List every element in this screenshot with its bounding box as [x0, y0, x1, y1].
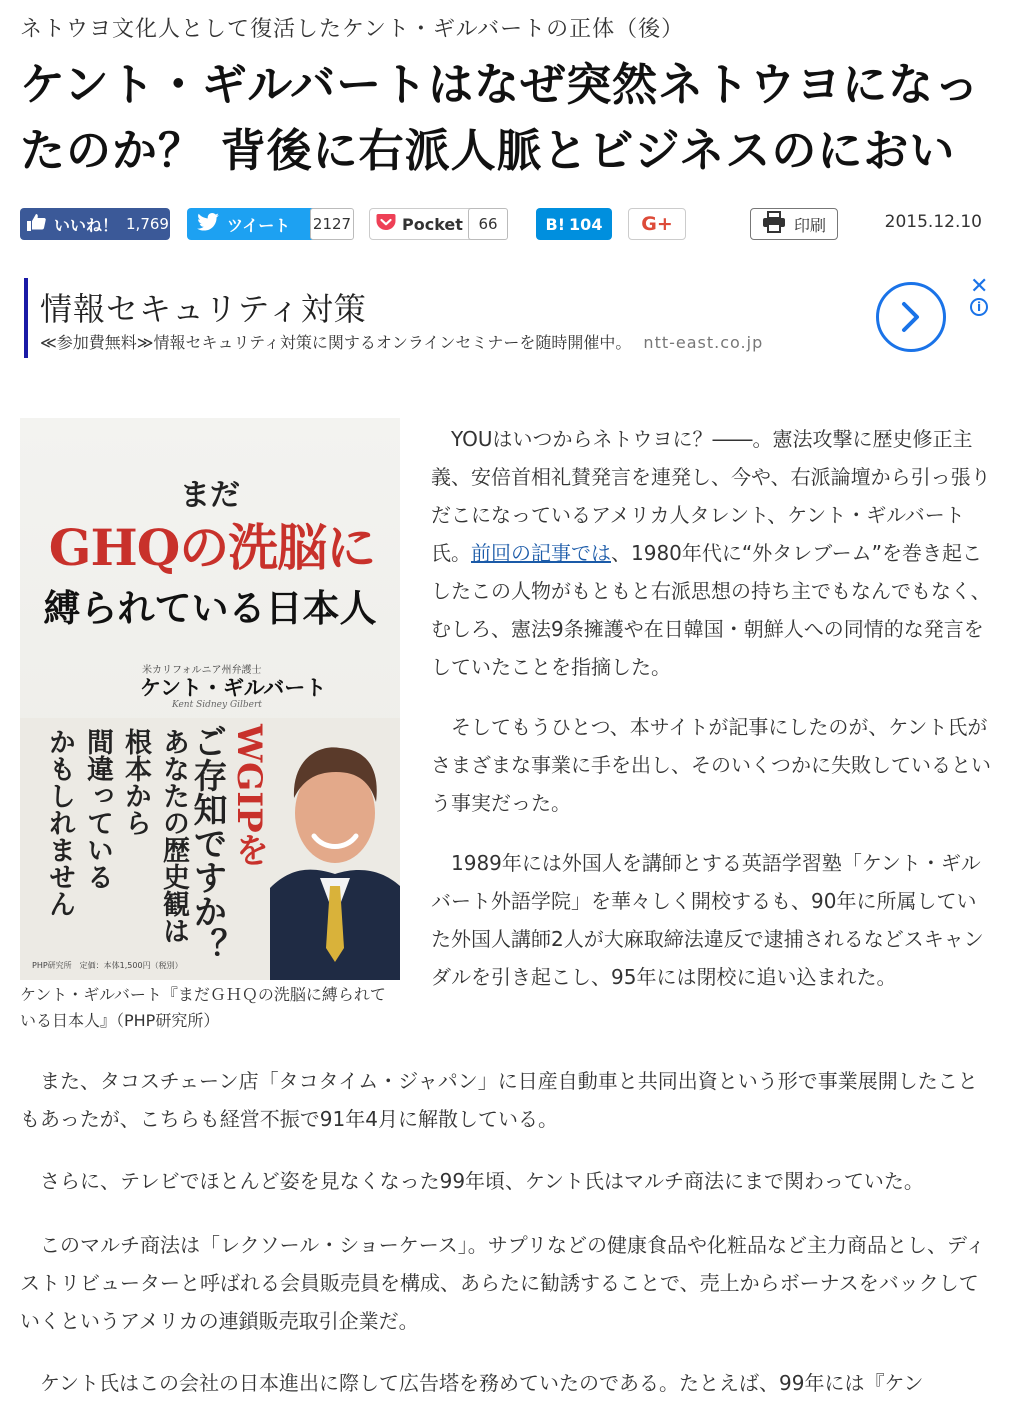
pocket-count: 66 [468, 208, 508, 240]
book-title-line2: 縛られている日本人 [43, 586, 377, 630]
print-label: 印刷 [793, 215, 826, 235]
body-paragraph-full [20, 1226, 990, 1340]
book-author: ケント・ギルバート [140, 675, 327, 700]
hatena-bookmark-icon: B! [545, 214, 566, 234]
book-caption: ケント・ギルバート『まだＧＨＱの洗脳に縛られている日本人』（PHP研究所） [20, 985, 386, 1030]
book-vertical-copy-right [187, 724, 270, 964]
previous-article-link[interactable]: 前回の記事では [471, 541, 611, 565]
body-paragraph-full [20, 1062, 990, 1138]
body-paragraph-full [20, 1364, 990, 1402]
book-author-note: 米カリフォルニア州弁護士 [142, 665, 262, 676]
book-copy-line: あなたの歴史観は [158, 728, 189, 944]
book-cover-lower [20, 718, 400, 980]
body-paragraph: また、タコスチェーン店「タコタイム・ジャパン」に日産自動車と共同出資という形で事業展開したこともあったが、こちらも経営不振で91年4月に解散している。 [20, 1069, 978, 1131]
body-paragraph: 1989年には外国人を講師とする英語学習塾「ケント・ギルバート外語学院」を華々しく開校するも、90年に所属していた外国人講師2人が大麻取締法違反で逮捕されるなどスキャンダルを引き起こし、95年には閉校に追い込まれた。 [431, 851, 984, 989]
facebook-like-count: 1,769 [126, 215, 169, 233]
book-publisher: PHP研究所 定価：本体1,500円（税別） [32, 961, 183, 970]
book-title-small: まだ [180, 478, 240, 513]
book-copy-line: 根本から [120, 728, 151, 836]
article-body-right [431, 420, 993, 1018]
body-paragraph: ケント氏はこの会社の日本進出に際して広告塔を務めていたのである。たとえば、99年には『ケン [40, 1371, 924, 1395]
body-text: YOUはいつからネトウヨに？――。憲法攻撃に歴史修正主義、安倍首相礼賛発言を連発し、今や、右派論壇から引っ張りだこになっているアメリカ人タレント、ケント・ギルバート氏。 [431, 427, 991, 565]
book-author-english: Kent Sidney Gilbert [172, 700, 262, 710]
share-bar [20, 208, 1000, 244]
author-portrait [270, 718, 400, 980]
book-copy-line: 間違っている [82, 728, 113, 890]
pocket-button[interactable] [369, 208, 479, 240]
book-cover-image [20, 418, 400, 980]
ad-accent-bar [24, 278, 28, 358]
book-vertical-copy-left [32, 728, 192, 948]
tweet-label: ツイート [227, 215, 291, 235]
article-kicker: ネトウヨ文化人として復活したケント・ギルバートの正体（後） [20, 17, 685, 42]
tweet-button[interactable] [187, 208, 317, 240]
book-copy-question: ご存知ですか？ [187, 724, 227, 962]
body-paragraph: このマルチ商法は「レクソール・ショーケース」。サプリなどの健康食品や化粧品など主力商品とし、ディストリビューターと呼ばれる会員販売員を構成、あらたに勧誘することで、売上からボーナスをバックしていくというアメリカの連鎖販売取引企業だ。 [20, 1233, 986, 1333]
ad-title[interactable]: 情報セキュリティ対策 [40, 290, 367, 328]
body-paragraph [431, 420, 993, 686]
printer-icon [762, 211, 786, 237]
ad-description [40, 330, 763, 353]
book-cover-top [20, 418, 400, 718]
publish-date: 2015.12.10 [884, 212, 982, 232]
article-headline: ケント・ギルバートはなぜ突然ネトウヨになったのか？ 背後に右派人脈とビジネスのにおい [20, 58, 981, 177]
body-paragraph: さらに、テレビでほとんど姿を見なくなった99年頃、ケント氏はマルチ商法にまで関わっていた。 [40, 1169, 924, 1193]
tweet-count: 2127 [310, 208, 354, 240]
print-button[interactable] [750, 208, 838, 240]
book-copy-line: かもしれません [44, 728, 75, 917]
body-paragraph-full [20, 1162, 990, 1200]
ad-close-icon[interactable]: ✕ [970, 274, 989, 299]
twitter-bird-icon [197, 213, 219, 235]
facebook-like-button[interactable] [20, 208, 170, 240]
body-paragraph: そしてもうひとつ、本サイトが記事にしたのが、ケント氏がさまざまな事業に手を出し、そのいくつかに失敗しているという事実だった。 [431, 715, 991, 815]
pocket-icon [376, 213, 396, 235]
google-plus-icon: G+ [641, 213, 673, 235]
ad-description-text: ≪参加費無料≫情報セキュリティ対策に関するオンラインセミナーを随時開催中。 [40, 333, 632, 352]
hatena-bookmark-button[interactable] [536, 208, 612, 240]
thumbs-up-icon [26, 213, 46, 235]
book-title-line1: GHQの洗脳に [48, 518, 376, 577]
pocket-label: Pocket [402, 214, 463, 234]
book-copy-wgip: WGIPを [229, 724, 269, 867]
ad-domain: ntt-east.co.jp [643, 333, 764, 352]
body-text: 、1980年代に“外タレブーム”を巻き起こしたこの人物がもともと右派思想の持ち主でもなんでもなく、むしろ、憲法9条擁護や在日韓国・朝鮮人への同情的な発言をしていたことを指摘した。 [431, 541, 991, 679]
facebook-like-label: いいね！ [54, 215, 119, 235]
hatena-bookmark-count: 104 [569, 214, 603, 234]
ad-info-icon[interactable]: i [970, 298, 988, 316]
ad-banner[interactable] [24, 274, 990, 358]
ad-chevron-right-icon[interactable] [876, 282, 946, 352]
google-plus-button[interactable] [628, 208, 686, 240]
